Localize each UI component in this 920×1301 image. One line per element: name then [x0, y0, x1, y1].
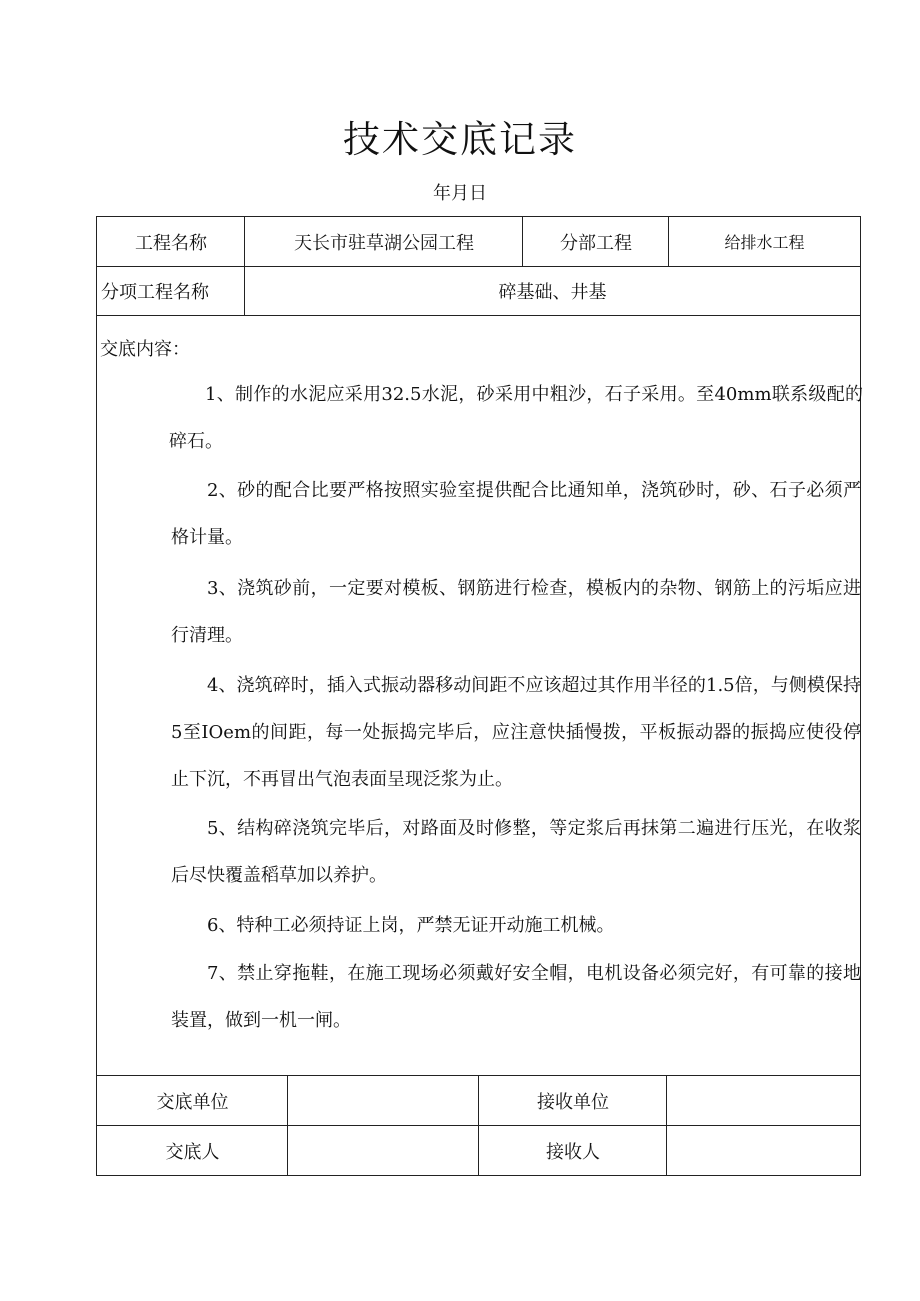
division-value: 给排水工程 [724, 233, 805, 252]
issuer-unit-label: 交底单位 [156, 1091, 229, 1113]
issuer-person-label: 交底人 [165, 1141, 220, 1163]
project-name-value: 天长市驻草湖公园工程 [294, 232, 474, 254]
content-item-4: 4、浇筑碎时，插入式振动器移动间距不应该超过其作用半径的1.5倍，与侧模保持5至IOem的间距，每一处振捣完毕后，应注意快插慢拨，平板振动器的振捣应使役停止下沉，不再冒出气泡表面呈现泛浆为止。 [171, 675, 861, 790]
divider [287, 1075, 288, 1175]
divider [522, 217, 523, 266]
disclosure-content [97, 315, 863, 1075]
issuer-unit-value[interactable] [288, 1076, 479, 1125]
issuer-person-value[interactable] [288, 1126, 479, 1175]
content-item-5: 5、结构碎浇筑完毕后，对路面及时修整，等定浆后再抹第二遍进行压光，在收浆后尽快覆盖稻草加以养护。 [171, 818, 861, 886]
date-line: 年月日 [433, 183, 487, 204]
content-item-2: 2、砂的配合比要严格按照实验室提供配合比通知单，浇筑砂时，砂、石子必须严格计量。 [171, 480, 861, 548]
subdivision-label: 分项工程名称 [101, 282, 209, 303]
divider [244, 217, 245, 315]
division-label: 分部工程 [560, 232, 632, 254]
content-item-3: 3、浇筑砂前，一定要对模板、钢筋进行检查，模板内的杂物、钢筋上的污垢应进行清理。 [171, 578, 861, 646]
content-heading: 交底内容： [100, 339, 190, 360]
receiver-unit-value[interactable] [667, 1076, 860, 1125]
project-name-label: 工程名称 [135, 232, 207, 254]
divider [666, 1075, 667, 1175]
divider [668, 217, 669, 266]
disclosure-form [96, 216, 861, 1176]
content-item-1: 1、制作的水泥应采用32.5水泥，砂采用中粗沙，石子采用。至40mm联系级配的碎石。 [169, 384, 863, 452]
receiver-person-value[interactable] [667, 1126, 860, 1175]
content-item-7: 7、禁止穿拖鞋，在施工现场必须戴好安全帽，电机设备必须完好，有可靠的接地装置，做到一机一闸。 [171, 963, 861, 1031]
document-title: 技术交底记录 [343, 118, 577, 161]
receiver-unit-label: 接收单位 [537, 1091, 609, 1113]
content-item-6: 6、特种工必须持证上岗，严禁无证开动施工机械。 [207, 915, 615, 936]
divider [478, 1075, 479, 1175]
subdivision-value: 碎基础、井基 [498, 282, 607, 303]
receiver-person-label: 接收人 [546, 1141, 600, 1163]
